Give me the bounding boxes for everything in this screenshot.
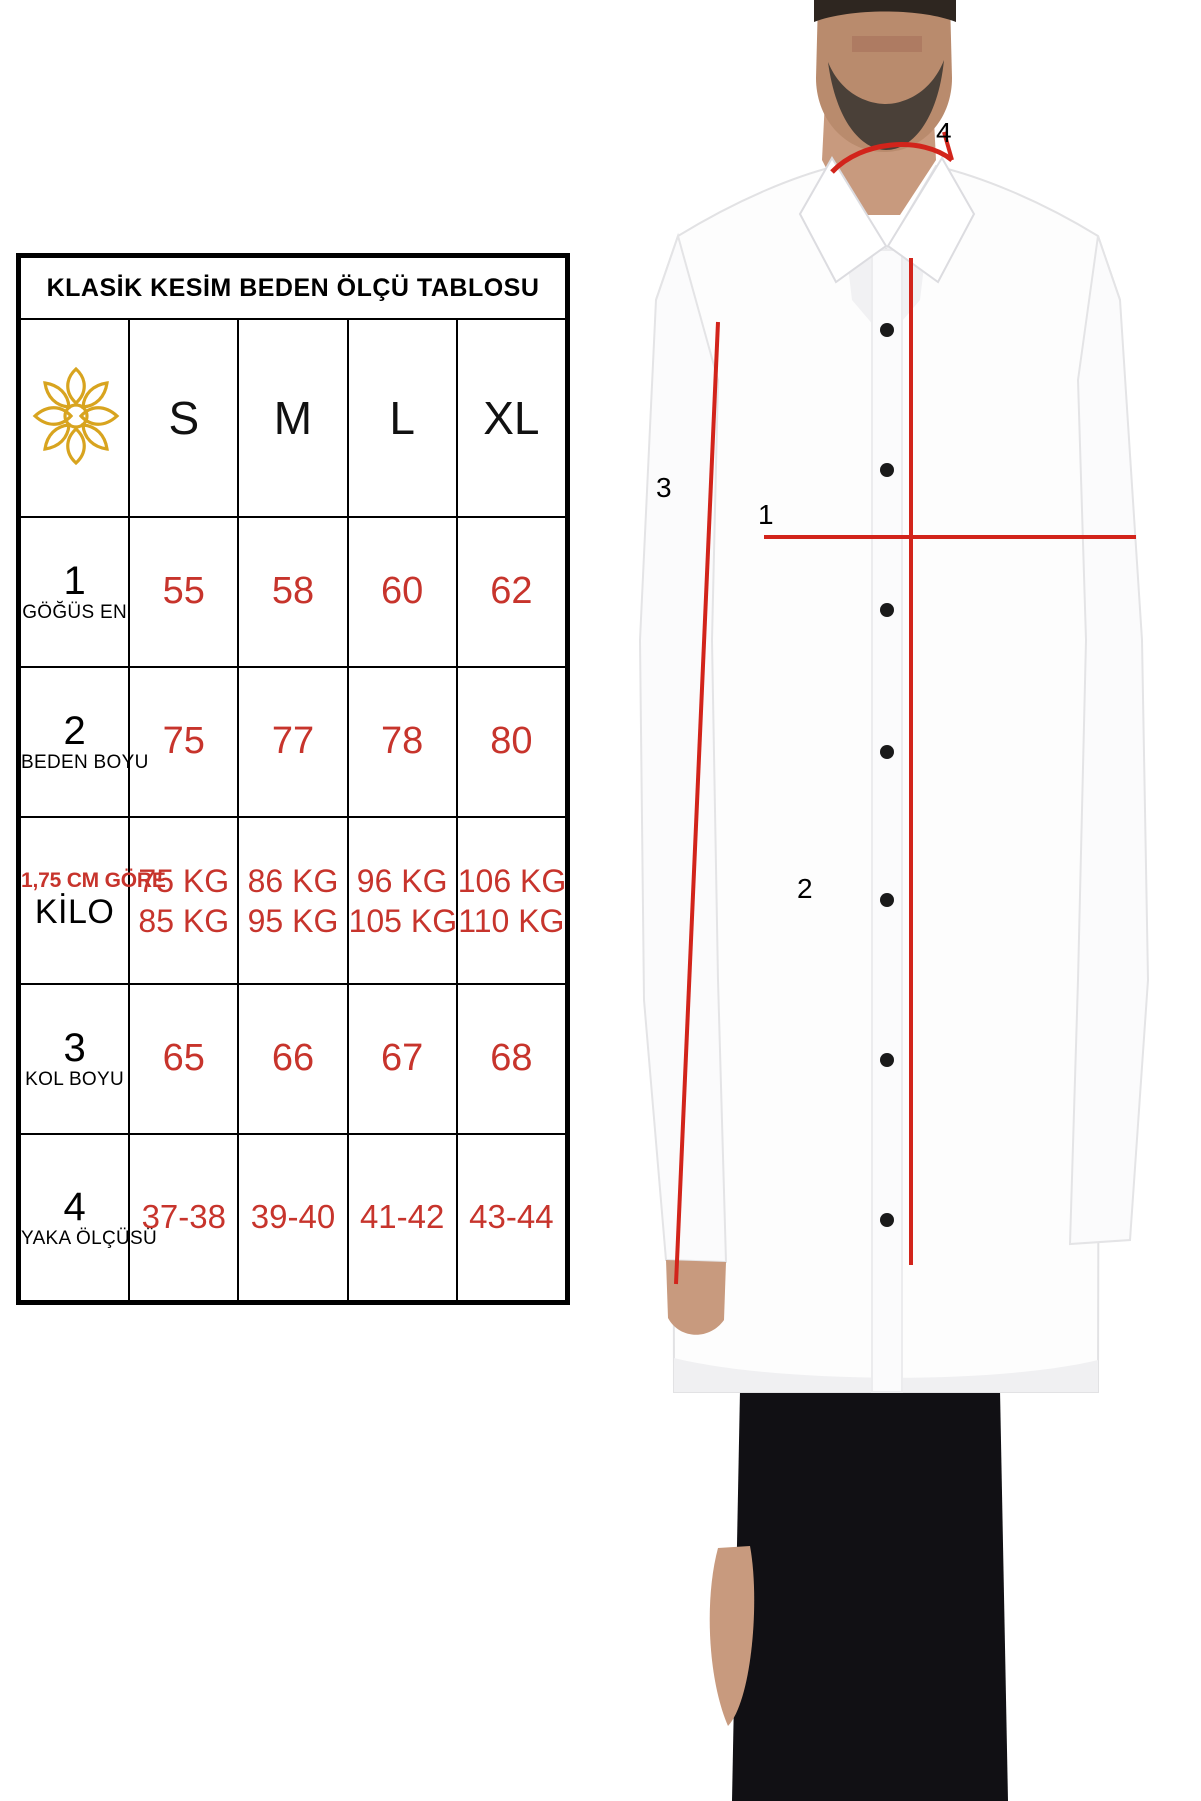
cell-chest-xl: 62 [457, 517, 566, 667]
table-row-collar-size [20, 1134, 566, 1301]
size-header-xl: XL [457, 319, 566, 517]
row-label-body-length [20, 667, 149, 817]
table-row-weight [20, 817, 566, 984]
size-header-m: M [238, 319, 347, 517]
marker-chest: 1 [758, 499, 774, 530]
size-chart-title: KLASİK KESİM BEDEN ÖLÇÜ TABLOSU [20, 257, 566, 319]
row-name-chest: GÖĞÜS EN [22, 602, 127, 623]
row-name-collar: YAKA ÖLÇÜSÜ [21, 1227, 157, 1249]
cell-weight-l-min: 96 KG [356, 862, 448, 899]
marker-sleeve: 3 [656, 472, 672, 503]
cell-length-m: 77 [238, 667, 347, 817]
table-title-row [20, 257, 566, 319]
table-row-chest-width [20, 517, 566, 667]
cell-length-xl: 80 [457, 667, 566, 817]
cell-weight-m-max: 95 KG [247, 902, 339, 939]
cell-chest-s: 55 [129, 517, 238, 667]
cell-weight-xl-min: 106 KG [457, 862, 567, 899]
cell-collar-s: 37-38 [129, 1134, 238, 1301]
table-row-body-length [20, 667, 566, 817]
row-label-chest-width [20, 517, 129, 667]
row-number-length: 2 [63, 709, 86, 753]
model-illustration [600, 0, 1201, 1801]
flower-logo-icon [21, 357, 131, 475]
marker-length: 2 [797, 873, 813, 904]
size-header-l: L [348, 319, 457, 517]
model-photo [600, 0, 1201, 1801]
cell-sleeve-xl: 68 [457, 984, 566, 1134]
cell-sleeve-l: 67 [348, 984, 457, 1134]
cell-weight-l-max: 105 KG [348, 902, 458, 939]
cell-weight-s [129, 817, 238, 984]
size-chart-table [19, 256, 567, 1302]
table-header-row [20, 319, 566, 517]
cell-weight-m [238, 817, 347, 984]
cell-weight-s-min: 75 KG [138, 862, 230, 899]
row-number-collar: 4 [63, 1184, 86, 1229]
cell-length-l: 78 [348, 667, 457, 817]
row-number-sleeve: 3 [63, 1026, 86, 1070]
cell-chest-m: 58 [238, 517, 347, 667]
size-header-s: S [129, 319, 238, 517]
row-name-length: BEDEN BOYU [21, 752, 149, 773]
cell-chest-l: 60 [348, 517, 457, 667]
row-label-sleeve-length [20, 984, 129, 1134]
cell-collar-m: 39-40 [238, 1134, 347, 1301]
row-label-collar-size [20, 1134, 157, 1301]
marker-collar: 4 [936, 117, 952, 148]
row-note-height-reference: 1,75 CM GÖRE [21, 869, 166, 892]
cell-weight-l [348, 817, 457, 984]
cell-collar-l: 41-42 [348, 1134, 457, 1301]
cell-sleeve-m: 66 [238, 984, 347, 1134]
row-name-weight: KİLO [34, 893, 115, 931]
cell-weight-xl-max: 110 KG [458, 902, 565, 939]
size-chart-container [16, 253, 570, 1305]
cell-collar-xl: 43-44 [457, 1134, 566, 1301]
row-label-weight [20, 817, 166, 984]
cell-weight-xl [457, 817, 566, 984]
brand-flower-logo [20, 319, 129, 517]
cell-length-s: 75 [129, 667, 238, 817]
row-number-chest: 1 [63, 559, 86, 603]
cell-weight-m-min: 86 KG [247, 862, 339, 899]
row-name-sleeve: KOL BOYU [25, 1069, 125, 1090]
cell-weight-s-max: 85 KG [138, 902, 230, 939]
table-row-sleeve-length [20, 984, 566, 1134]
cell-sleeve-s: 65 [129, 984, 238, 1134]
